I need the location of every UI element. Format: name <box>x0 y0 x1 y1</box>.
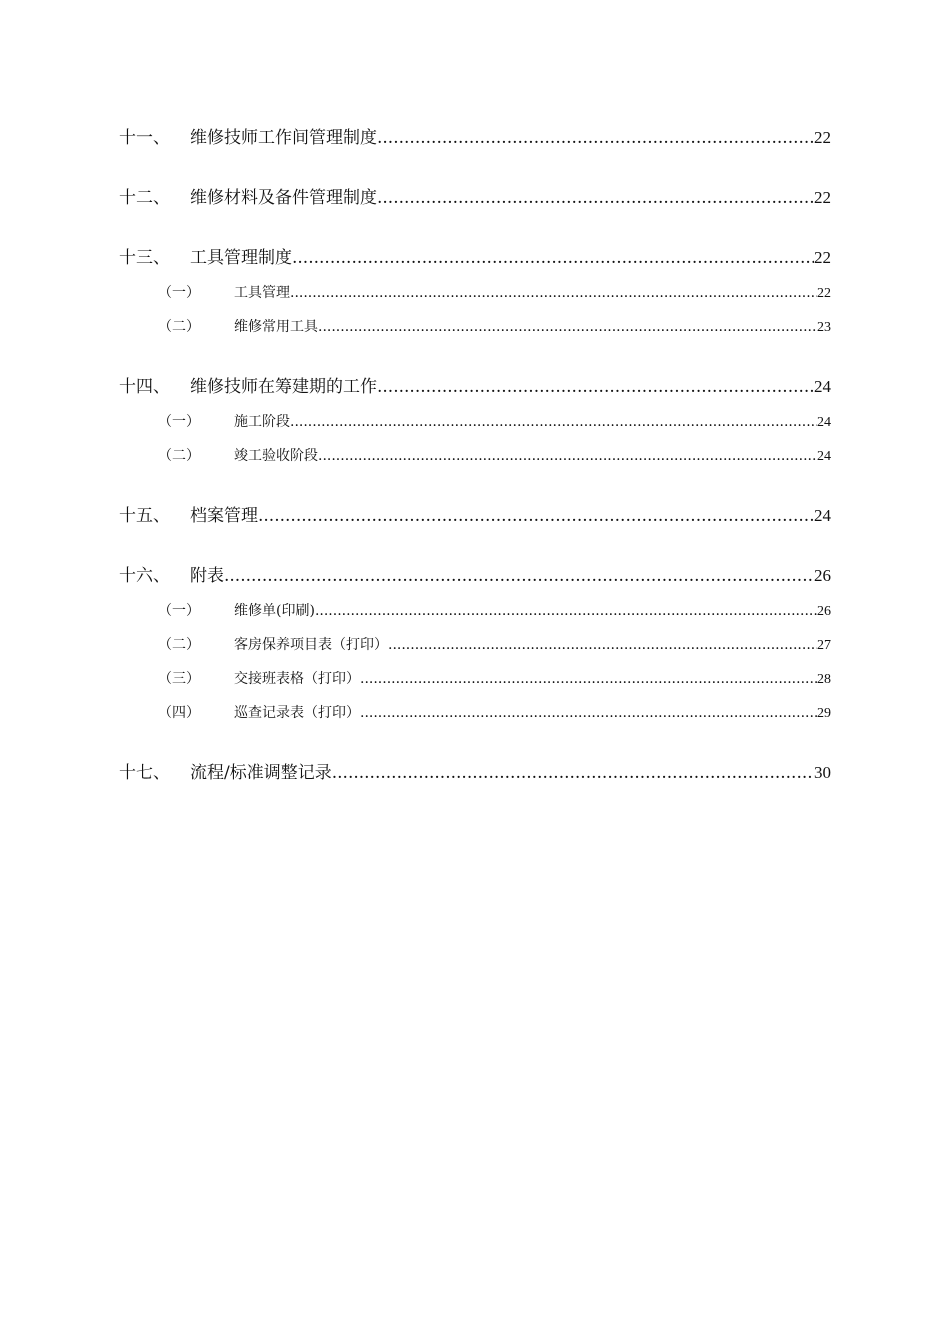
toc-subentry[interactable] <box>0 636 950 654</box>
toc-subentry-page: 29 <box>817 706 831 721</box>
toc-subentry[interactable] <box>0 670 950 688</box>
toc-subentry[interactable] <box>0 602 950 620</box>
toc-entry-page: 24 <box>814 377 831 396</box>
toc-entry-number: 十二、 <box>119 188 170 208</box>
toc-entry[interactable] <box>0 565 950 587</box>
toc-entry-page: 26 <box>814 566 831 585</box>
toc-subentry-page: 23 <box>817 320 831 335</box>
toc-subentry-number: （一） <box>158 414 200 430</box>
toc-subentry-page: 24 <box>817 415 831 430</box>
toc-subentry-title: 巡查记录表（打印） <box>234 705 360 721</box>
toc-entry-title: 附表 <box>190 566 224 586</box>
toc-subentry-title: 施工阶段 <box>234 414 290 430</box>
toc-subentry-page: 28 <box>817 672 831 687</box>
toc-entry-number: 十一、 <box>119 128 170 148</box>
dot-leader <box>315 602 817 620</box>
toc-entry-title: 维修技师工作间管理制度 <box>190 128 377 148</box>
dot-leader <box>258 505 814 527</box>
toc-subentry-title: 工具管理 <box>234 285 290 301</box>
toc-entry[interactable] <box>0 505 950 527</box>
toc-subentry-number: （一） <box>158 603 200 619</box>
dot-leader <box>332 762 814 784</box>
dot-leader <box>360 704 817 722</box>
dot-leader <box>292 247 814 269</box>
toc-entry-title: 维修材料及备件管理制度 <box>190 188 377 208</box>
toc-entry-title: 工具管理制度 <box>190 248 292 268</box>
toc-entry-number: 十五、 <box>119 506 170 526</box>
toc-subentry-title: 竣工验收阶段 <box>234 448 318 464</box>
dot-leader <box>388 636 817 654</box>
toc-entry-number: 十三、 <box>119 248 170 268</box>
toc-subentry[interactable] <box>0 704 950 722</box>
toc-subentry[interactable] <box>0 284 950 302</box>
toc-subentry-title: 维修常用工具 <box>234 319 318 335</box>
toc-subentry-page: 24 <box>817 449 831 464</box>
toc-entry[interactable] <box>0 247 950 269</box>
toc-subentry-number: （四） <box>158 705 200 721</box>
toc-entry-number: 十六、 <box>119 566 170 586</box>
toc-subentry-page: 26 <box>817 604 831 619</box>
toc-subentry-page: 22 <box>817 286 831 301</box>
dot-leader <box>377 127 814 149</box>
toc-entry-title: 维修技师在筹建期的工作 <box>190 377 377 397</box>
dot-leader <box>224 565 814 587</box>
toc-entry-title: 流程/标准调整记录 <box>190 763 332 783</box>
toc-entry[interactable] <box>0 762 950 784</box>
toc-entry-page: 24 <box>814 506 831 525</box>
toc-subentry-title: 客房保养项目表（打印） <box>234 637 388 653</box>
toc-subentry-title: 交接班表格（打印） <box>234 671 360 687</box>
toc-subentry-page: 27 <box>817 638 831 653</box>
dot-leader <box>360 670 817 688</box>
toc-entry-number: 十四、 <box>119 377 170 397</box>
dot-leader <box>318 447 817 465</box>
toc-subentry-number: （二） <box>158 637 200 653</box>
dot-leader <box>290 284 817 302</box>
toc-entry[interactable] <box>0 187 950 209</box>
toc-entry-page: 22 <box>814 128 831 147</box>
toc-subentry-number: （二） <box>158 448 200 464</box>
dot-leader <box>290 413 817 431</box>
toc-subentry-number: （二） <box>158 319 200 335</box>
dot-leader <box>377 376 814 398</box>
toc-subentry-number: （三） <box>158 671 200 687</box>
dot-leader <box>318 318 817 336</box>
toc-entry[interactable] <box>0 376 950 398</box>
toc-subentry[interactable] <box>0 413 950 431</box>
toc-entry-number: 十七、 <box>119 763 170 783</box>
dot-leader <box>377 187 814 209</box>
toc-entry-page: 30 <box>814 763 831 782</box>
toc-subentry-title: 维修单(印刷) <box>234 603 315 619</box>
toc-subentry-number: （一） <box>158 285 200 301</box>
toc-subentry[interactable] <box>0 318 950 336</box>
toc-entry-page: 22 <box>814 188 831 207</box>
toc-subentry[interactable] <box>0 447 950 465</box>
toc-entry-page: 22 <box>814 248 831 267</box>
toc-entry[interactable] <box>0 127 950 149</box>
toc-entry-title: 档案管理 <box>190 506 258 526</box>
